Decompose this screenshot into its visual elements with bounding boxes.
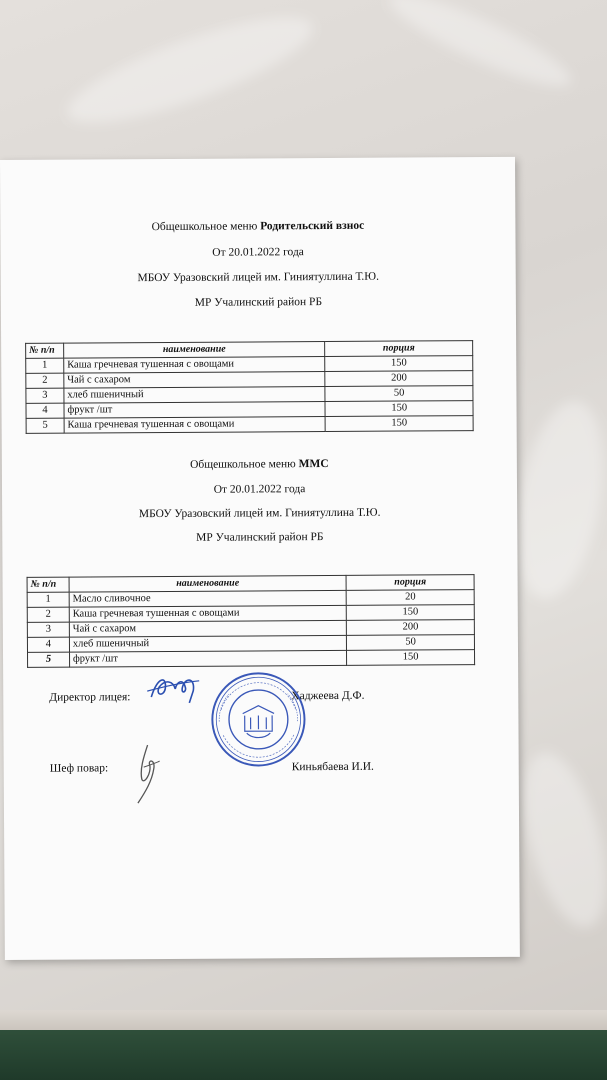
school-name-2: МБОУ Уразовский лицей им. Гиниятуллина Т.Ю. [138, 506, 381, 521]
chef-name: Киньябаева И.И. [291, 760, 374, 774]
table-row: 1 Масло сливочное 20 [27, 590, 474, 608]
menu-date-2: От 20.01.2022 года [213, 483, 306, 496]
table-row: 4 фрукт /шт 150 [26, 401, 473, 419]
col-header-portion: порция [325, 341, 473, 357]
menu-date-1: От 20.01.2022 года [212, 246, 304, 259]
district-name-1: МР Учалинский район РБ [194, 296, 323, 309]
table-row: 1 Каша гречневая тушенная с овощами 150 [26, 356, 473, 374]
director-label: Директор лицея: [49, 691, 131, 704]
menu-table-2 [27, 574, 476, 668]
director-signature-icon [143, 667, 203, 707]
col-header-name: наименование [69, 575, 346, 592]
document-page [0, 157, 520, 960]
col-header-number: № п/п [26, 343, 64, 358]
district-name-2: МР Учалинский район РБ [196, 531, 324, 544]
table-row: 2 Чай с сахаром 200 [26, 371, 473, 389]
table-row: 5 Каша гречневая тушенная с овощами 150 [26, 416, 473, 434]
menu-title-2: Общешкольное меню ММС [190, 457, 329, 471]
director-name: Хаджеева Д.Ф. [291, 689, 365, 703]
menu-title-1: Общешкольное меню Родительский взнос [151, 219, 365, 234]
table-edge [0, 1010, 607, 1032]
col-header-number: № п/п [27, 577, 69, 592]
floor-strip [0, 1030, 607, 1080]
table-row: 4 хлеб пшеничный 50 [27, 635, 474, 653]
chef-signature-icon [126, 739, 166, 809]
table-row: 3 хлеб пшеничный 50 [26, 386, 473, 404]
table-row: 5 фрукт /шт 150 [28, 650, 475, 668]
col-header-name: наименование [64, 342, 325, 359]
school-name-1: МБОУ Уразовский лицей им. Гиниятуллина Т.Ю. [137, 270, 380, 285]
official-seal-icon [209, 670, 308, 769]
menu-table-1 [25, 340, 474, 434]
col-header-portion: порция [346, 575, 474, 591]
table-row: 2 Каша гречневая тушенная с овощами 150 [27, 605, 474, 623]
table-row: 3 Чай с сахаром 200 [27, 620, 474, 638]
chef-label: Шеф повар: [49, 762, 109, 775]
